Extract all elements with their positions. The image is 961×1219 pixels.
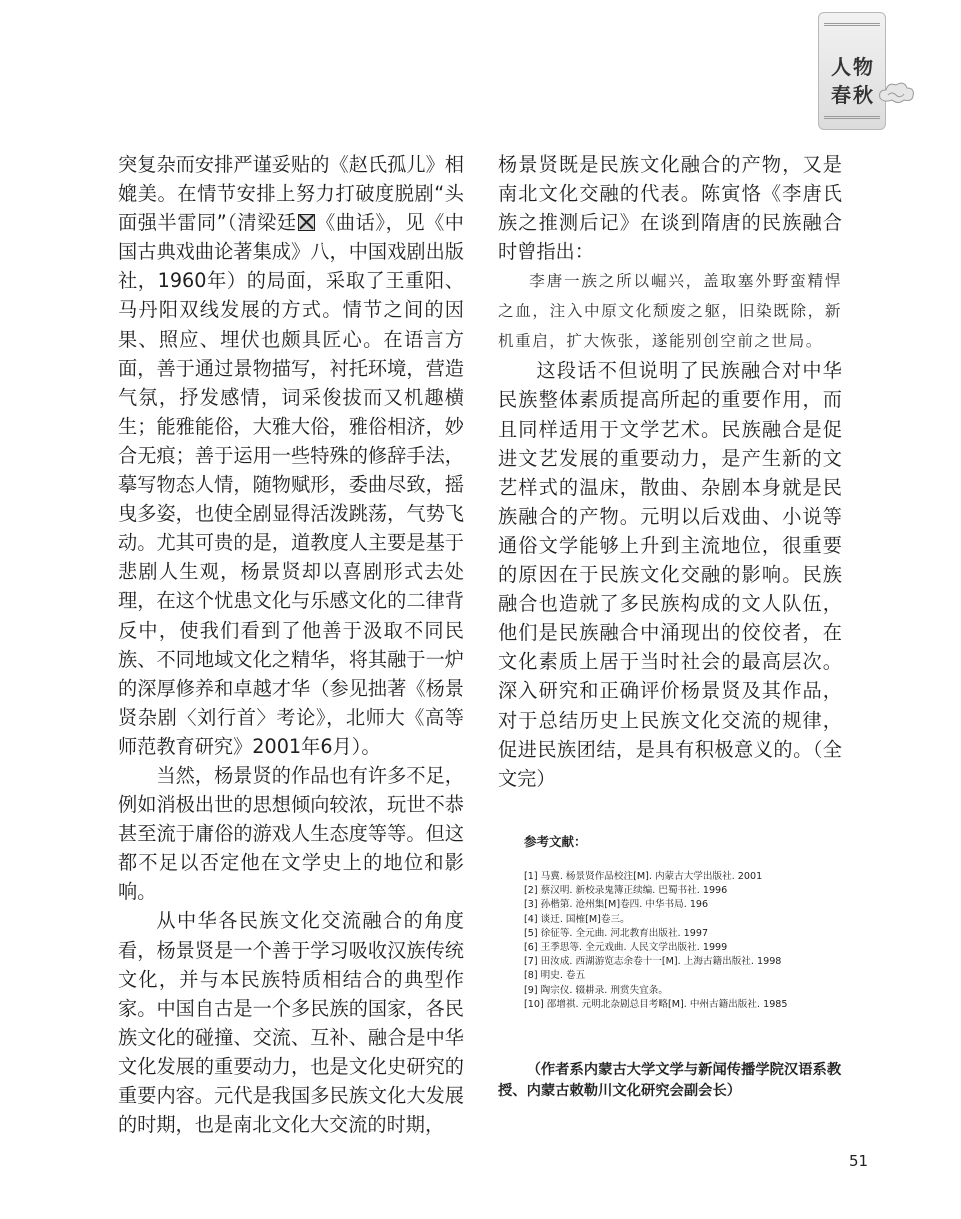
reference-item: [10] 邵增祺. 元明北杂剧总目考略[M]. 中州古籍出版社. 1985 bbox=[524, 998, 788, 1010]
reference-item: [4] 谈迁. 国榷[M]卷三。 bbox=[524, 913, 630, 925]
page-number: 51 bbox=[849, 1152, 869, 1170]
block-quote: 李唐一族之所以崛兴，盖取塞外野蛮精悍之血，注入中原文化颓废之躯，旧染既除，新机重启，扩大恢张，遂能别创空前之世局。 bbox=[498, 272, 842, 351]
cloud-ornament-icon bbox=[876, 78, 916, 106]
right-text-column bbox=[498, 150, 842, 793]
paragraph bbox=[118, 150, 464, 761]
paragraph: 这段话不但说明了民族融合对中华民族整体素质提高所起的重要作用，而且同样适用于文学艺术。民族融合是促进文艺发展的重要动力，是产生新的文艺样式的温床，散曲、杂剧本身就是民族融合的产物。元明以后戏曲、小说等通俗文学能够上升到主流地位，很重要的原因在于民族文化交融的影响。民族融合也造就了多民族构成的文人队伍，他们是民族融合中涌现出的佼佼者，在文化素质上居于当时社会的最高层次。深入研究和正确评价杨景贤及其作品，对于总结历史上民族文化交流的规律，促进民族团结，是具有积极意义的。（全文完） bbox=[498, 359, 842, 790]
column-badge bbox=[818, 12, 886, 130]
reference-item: [6] 王季思等. 全元戏曲. 人民文学出版社. 1999 bbox=[524, 942, 728, 954]
reference-item: [8] 明史. 卷五 bbox=[524, 970, 586, 982]
paragraph: 杨景贤既是民族文化融合的产物，又是南北文化交融的代表。陈寅恪《李唐氏族之推测后记》在谈到隋唐的民族融合时曾指出： bbox=[498, 153, 842, 264]
author-note: （作者系内蒙古大学文学与新闻传播学院汉语系教授、内蒙古敕勒川文化研究会副会长） bbox=[498, 1062, 842, 1099]
reference-item: [2] 蔡汉明. 新校录鬼簿正续编. 巴蜀书社. 1996 bbox=[524, 885, 728, 897]
paragraph: 当然，杨景贤的作品也有许多不足，例如消极出世的思想倾向较浓，玩世不恭甚至流于庸俗的游戏人生态度等等。但这都不足以否定他在文学史上的地位和影响。 bbox=[118, 763, 464, 904]
reference-item: [7] 田汝成. 西湖游览志余卷十一[M]. 上海古籍出版社. 1998 bbox=[524, 956, 782, 968]
paragraph-text: 突复杂而安排严谨妥贴的《赵氏孤儿》相媲美。在情节安排上努力打破度脱剧“头面强半雷同”（清梁廷 bbox=[118, 153, 464, 235]
paragraph-text: 《曲话》，见《中国古典戏曲论著集成》八，中国戏剧出版社，1960年）的局面，采取了王重阳、马丹阳双线发展的方式。情节之间的因果、照应、埋伏也颇具匠心。在语言方面，善于通过景物描写，衬托环境，营造气氛，抒发感情，词采俊拔而又机趣横生；能雅能俗，大雅大俗，雅俗相济，妙合无痕；善于运用一些特殊的修辞手法，摹写物态人情，随物赋形，委曲尽致，摇曳多姿，也使全剧显得活泼跳荡，气势飞动。尤其可贵的是，道教度人主要是基于悲剧人生观，杨景贤却以喜剧形式去处理，在这个忧患文化与乐感文化的二律背反中，使我们看到了他善于汲取不同民族、不同地域文化之精华，将其融于一炉的深厚修养和卓越才华（参见拙著《杨景贤杂剧〈刘行首〉考论》，北师大《高等师范教育研究》2001年6月）。 bbox=[118, 211, 464, 758]
reference-item: [1] 马冀. 杨景贤作品校注[M]. 内蒙古大学出版社. 2001 bbox=[524, 871, 763, 882]
left-text-column bbox=[118, 150, 464, 1139]
badge-title-line1: 人物 bbox=[831, 55, 875, 79]
references-section bbox=[524, 832, 844, 1012]
crossed-box-icon bbox=[298, 214, 315, 231]
reference-item: [9] 陶宗仪. 辍耕录. 刑赏失宜条。 bbox=[524, 984, 668, 996]
badge-title-line2: 春秋 bbox=[831, 83, 875, 107]
reference-item: [3] 孙楷第. 沧州集[M]卷四. 中华书局. 196 bbox=[524, 899, 709, 911]
references-list bbox=[524, 870, 844, 1012]
reference-item: [5] 徐征等. 全元曲. 河北教育出版社. 1997 bbox=[524, 927, 709, 939]
references-heading: 参考文献： bbox=[524, 834, 587, 849]
paragraph: 从中华各民族文化交流融合的角度看，杨景贤是一个善于学习吸收汉族传统文化，并与本民族特质相结合的典型作家。中国自古是一个多民族的国家，各民族文化的碰撞、交流、互补、融合是中华文化发展的重要动力，也是文化史研究的重要内容。元代是我国多民族文化大发展的时期，也是南北文化大交流的时期， bbox=[118, 909, 464, 1137]
